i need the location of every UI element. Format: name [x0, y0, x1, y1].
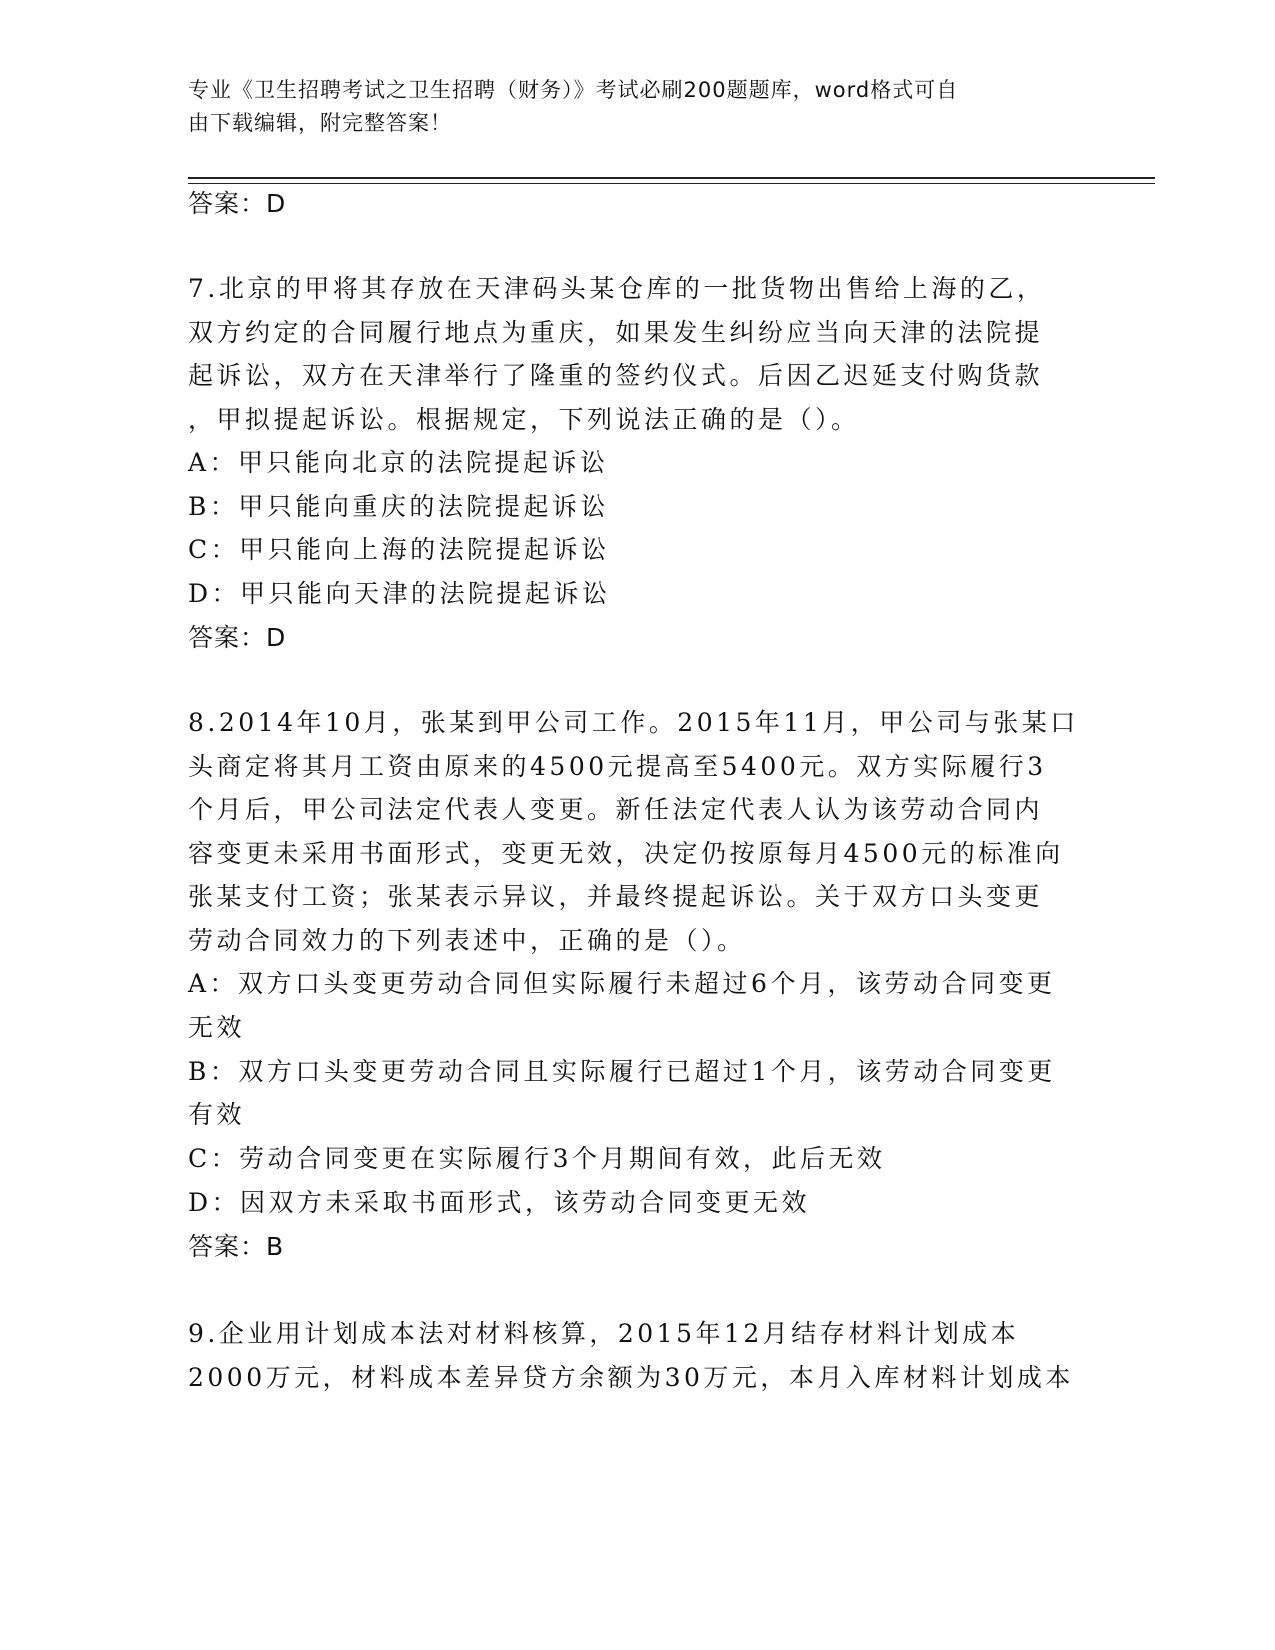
header-rule-thin [188, 183, 1155, 184]
q8-answer: 答案：B [188, 1232, 285, 1261]
q8-option-a-line-2: 无效 [188, 1013, 246, 1042]
q8-stem-line-4: 容变更未采用书面形式，变更无效，决定仍按原每月4500元的标准向 [188, 839, 1064, 868]
header-line-1: 专业《卫生招聘考试之卫生招聘（财务）》考试必刷200题题库，word格式可自 [188, 78, 959, 102]
q8-stem-line-5: 张某支付工资；张某表示异议，并最终提起诉讼。关于双方口头变更 [188, 882, 1044, 911]
q8-option-d: D：因双方未采取书面形式，该劳动合同变更无效 [188, 1188, 811, 1217]
q8-option-b-line-2: 有效 [188, 1100, 246, 1129]
q8-stem-line-6: 劳动合同效力的下列表述中，正确的是（）。 [188, 926, 746, 955]
q9-stem-line-1: 9.企业用计划成本法对材料核算，2015年12月结存材料计划成本 [188, 1319, 1020, 1348]
q8-option-b-line-1: B：双方口头变更劳动合同且实际履行已超过1个月，该劳动合同变更 [188, 1057, 1056, 1086]
page-header [188, 74, 1088, 140]
header-line-2: 由下载编辑，附完整答案！ [188, 111, 452, 135]
q7-option-a: A：甲只能向北京的法院提起诉讼 [188, 448, 609, 477]
q7-option-d: D：甲只能向天津的法院提起诉讼 [188, 579, 611, 608]
q9-stem-line-2: 2000万元，材料成本差异贷方余额为30万元，本月入库材料计划成本 [188, 1363, 1074, 1392]
q7-stem-line-3: 起诉讼，双方在天津举行了隆重的签约仪式。后因乙迟延支付购货款 [188, 361, 1044, 390]
header-rule-thick [188, 177, 1155, 179]
q7-stem-line-2: 双方约定的合同履行地点为重庆，如果发生纠纷应当向天津的法院提 [188, 318, 1044, 347]
q7-option-c: C：甲只能向上海的法院提起诉讼 [188, 535, 610, 564]
q8-option-a-line-1: A：双方口头变更劳动合同但实际履行未超过6个月，该劳动合同变更 [188, 969, 1056, 998]
previous-answer: 答案：D [188, 189, 287, 218]
q7-option-b: B：甲只能向重庆的法院提起诉讼 [188, 492, 609, 521]
q8-stem-line-3: 个月后，甲公司法定代表人变更。新任法定代表人认为该劳动合同内 [188, 795, 1044, 824]
q7-stem-line-1: 7.北京的甲将其存放在天津码头某仓库的一批货物出售给上海的乙， [188, 274, 1046, 303]
q8-stem-line-1: 8.2014年10月，张某到甲公司工作。2015年11月，甲公司与张某口 [188, 708, 1079, 737]
q7-answer: 答案：D [188, 623, 287, 652]
q7-stem-line-4: ，甲拟提起诉讼。根据规定，下列说法正确的是（）。 [188, 405, 860, 434]
q8-stem-line-2: 头商定将其月工资由原来的4500元提高至5400元。双方实际履行3 [188, 752, 1047, 781]
q8-option-c: C：劳动合同变更在实际履行3个月期间有效，此后无效 [188, 1144, 886, 1173]
